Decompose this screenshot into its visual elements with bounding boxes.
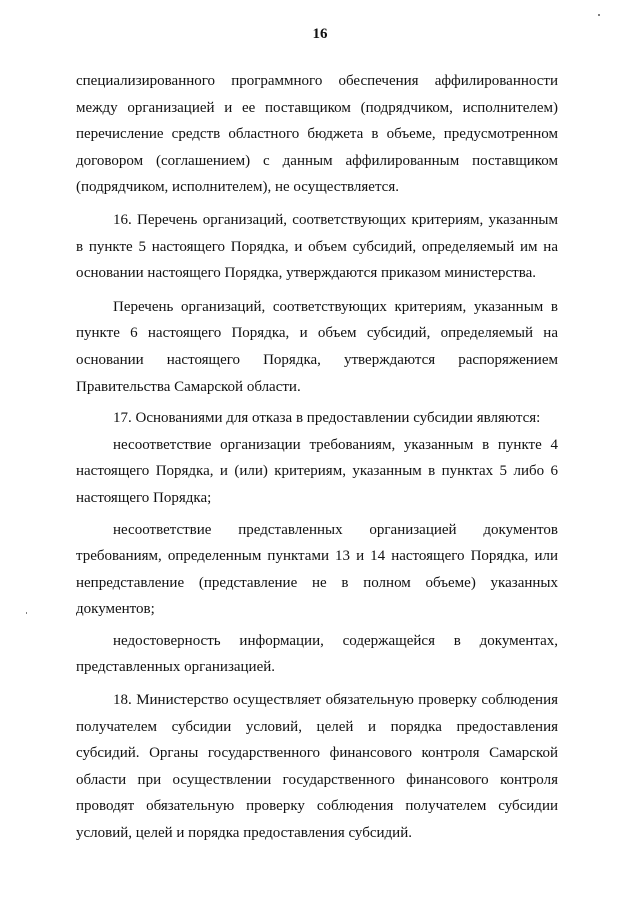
- paragraph-item-18: 18. Министерство осуществляет обязательную проверку соблюдения получателем субсидии условий, целей и порядка предоставления субсидий. Органы государственного финансового контроля Самарской области при осуществлении государственного финансового контроля проводят обязательную проверку соблюдения получателем субсидии условий, целей и порядка предоставления субсидий.: [76, 692, 558, 842]
- document-body: [76, 68, 558, 847]
- paragraph-item-16: 16. Перечень организаций, соответствующих критериям, указанным в пункте 5 настоящего Порядка, и объем субсидий, определяемый им на основании настоящего Порядка, утверждаются приказом министерства.: [76, 211, 558, 282]
- paragraph-continuation: специализированного программного обеспечения аффилированности между организацией и ее поставщиком (подрядчиком, исполнителем) перечисление средств областного бюджета в объеме, предусмотренном договором (соглашением) с данным аффилированным поставщиком (подрядчиком, исполнителем), не осуществляется.: [76, 73, 558, 196]
- paragraph-list-of-organizations: Перечень организаций, соответствующих критериям, указанным в пункте 6 настоящего Порядка, и объем субсидий, определяемый на основании настоящего Порядка, утверждаются распоряжением Правительства Самарской области.: [76, 298, 558, 395]
- scan-speck: [26, 612, 27, 614]
- paragraph-refusal-ground-3: недостоверность информации, содержащейся в документах, представленных организацией.: [76, 632, 558, 676]
- paragraph-item-17: 17. Основаниями для отказа в предоставлении субсидии являются:: [113, 410, 541, 427]
- page-number: 16: [312, 26, 328, 42]
- scan-speck: [598, 14, 600, 16]
- paragraph-refusal-ground-2: несоответствие представленных организацией документов требованиям, определенным пунктами 13 и 14 настоящего Порядка, или непредставление (представление не в полном объеме) указанных документов;: [76, 521, 558, 618]
- paragraph-refusal-ground-1: несоответствие организации требованиям, указанным в пункте 4 настоящего Порядка, и (или) критериям, указанным в пунктах 5 либо 6 настоящего Порядка;: [76, 436, 558, 506]
